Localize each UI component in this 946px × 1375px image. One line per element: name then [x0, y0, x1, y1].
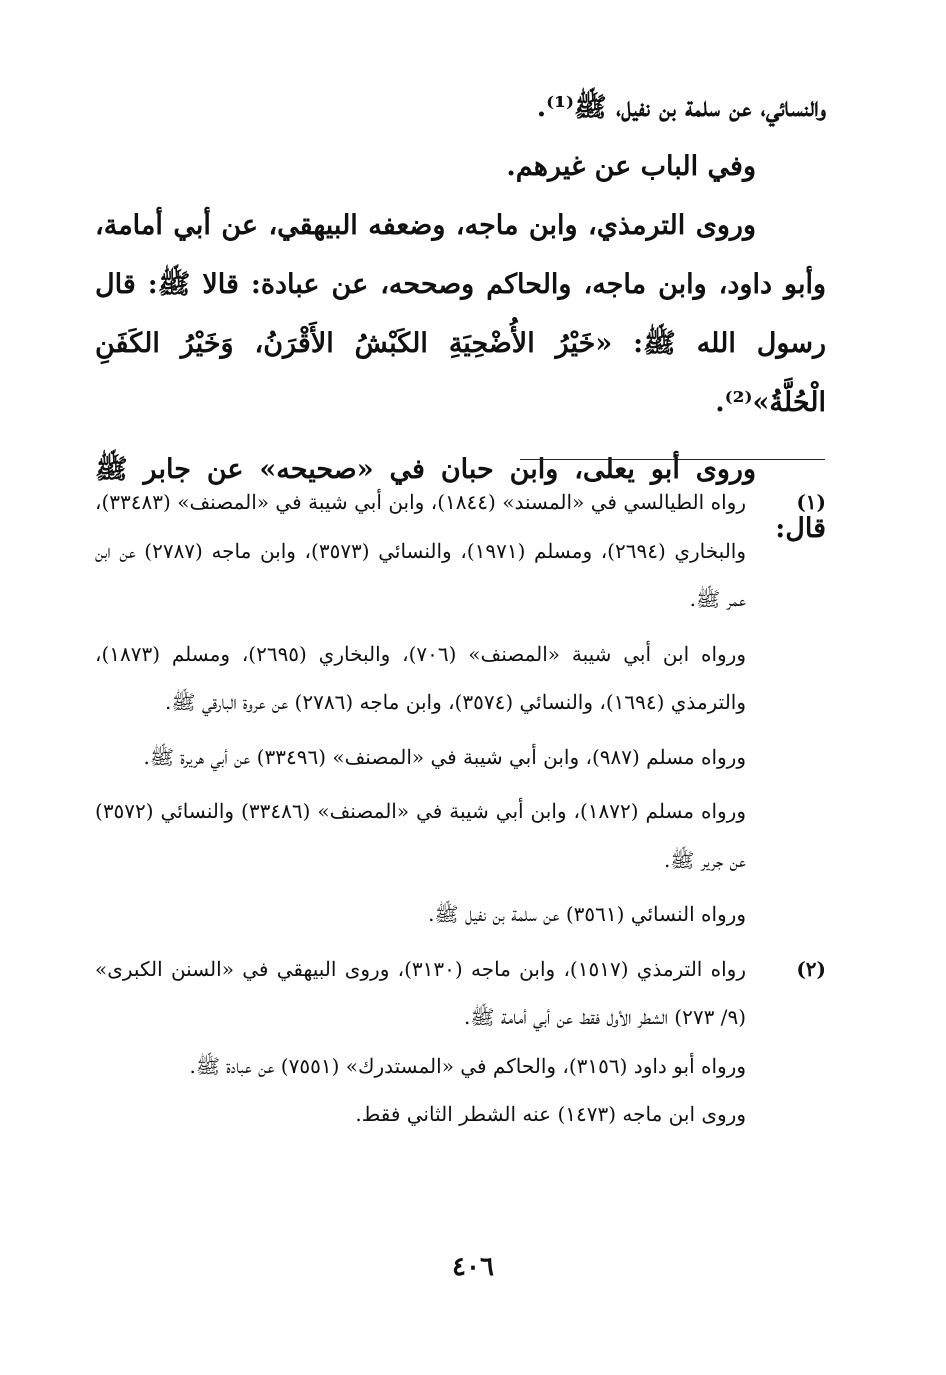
footnote-2 [95, 945, 826, 1139]
footnote-divider [520, 459, 825, 460]
main-paragraph: وفي الباب عن غيرهم. [506, 151, 756, 182]
page-number: ٤٠٦ [452, 1252, 494, 1282]
footnotes [95, 478, 826, 1139]
main-paragraph: وروى أبو يعلى، وابن حبان في «صحيحه» عن جابر ﷺ قال: [95, 454, 826, 544]
footnote-paragraph: ورواه مسلم (١٨٧٢)، وابن أبي شيبة في «المصنف» (٣٣٤٨٦) والنسائي (٣٥٧٢) عن جرير ﷺ. [95, 799, 746, 872]
footnote-paragraph: ورواه مسلم (٩٨٧)، وابن أبي شيبة في «المصنف» (٣٣٤٩٦) عن أبي هريرة ﷺ. [143, 744, 746, 769]
footnote-number: (١) [796, 490, 826, 514]
footnote-number: (٢) [796, 956, 826, 981]
main-paragraph: والنسائي، عن سلمة بن نفيل، ﷺ⁽¹⁾. [536, 92, 826, 123]
footnote-paragraph: ورواه أبو داود (٣١٥٦)، والحاكم في «المستدرك» (٧٥٥١) عن عبادة ﷺ. [189, 1053, 746, 1078]
footnote-paragraph: رواه الترمذي (١٥١٧)، وابن ماجه (٣١٣٠)، وروى البيهقي في «السنن الكبرى» (٩/ ٢٧٣) الشطر الأول فقط عن أبي أمامة ﷺ. [95, 956, 746, 1029]
footnote-paragraph: رواه الطيالسي في «المسند» (١٨٤٤)، وابن أبي شيبة في «المصنف» (٣٣٤٨٣)، والبخاري (٢٦٩٤)، ومسلم (١٩٧١)، والنسائي (٣٥٧٣)، وابن ماجه (٢٧٨٧) عن ابن عمر ﷺ. [95, 490, 747, 611]
footnote-1 [95, 478, 826, 939]
footnote-paragraph: ورواه النسائي (٣٥٦١) عن سلمة بن نفيل ﷺ. [428, 902, 746, 926]
footnote-paragraph: ورواه ابن أبي شيبة «المصنف» (٧٠٦)، والبخاري (٢٦٩٥)، ومسلم (١٨٧٣)، والترمذي (١٦٩٤)، والنسائي (٣٥٧٤)، وابن ماجه (٢٧٨٦) عن عروة البارقي ﷺ. [95, 641, 746, 714]
main-paragraph: وروى الترمذي، وابن ماجه، وضعفه البيهقي، عن أبي أمامة، وأبو داود، وابن ماجه، والحاكم وصححه، عن عبادة: قالا ﷺ: قال رسول الله ﷺ: «خَيْرُ الأُضْحِيَةِ الكَبْشُ الأَقْرَنُ، وَخَيْرُ الكَفَنِ الْحُلَّةُ»⁽²⁾. [95, 210, 826, 418]
footnote-paragraph: وروى ابن ماجه (١٤٧٣) عنه الشطر الثاني فقط. [355, 1102, 746, 1126]
